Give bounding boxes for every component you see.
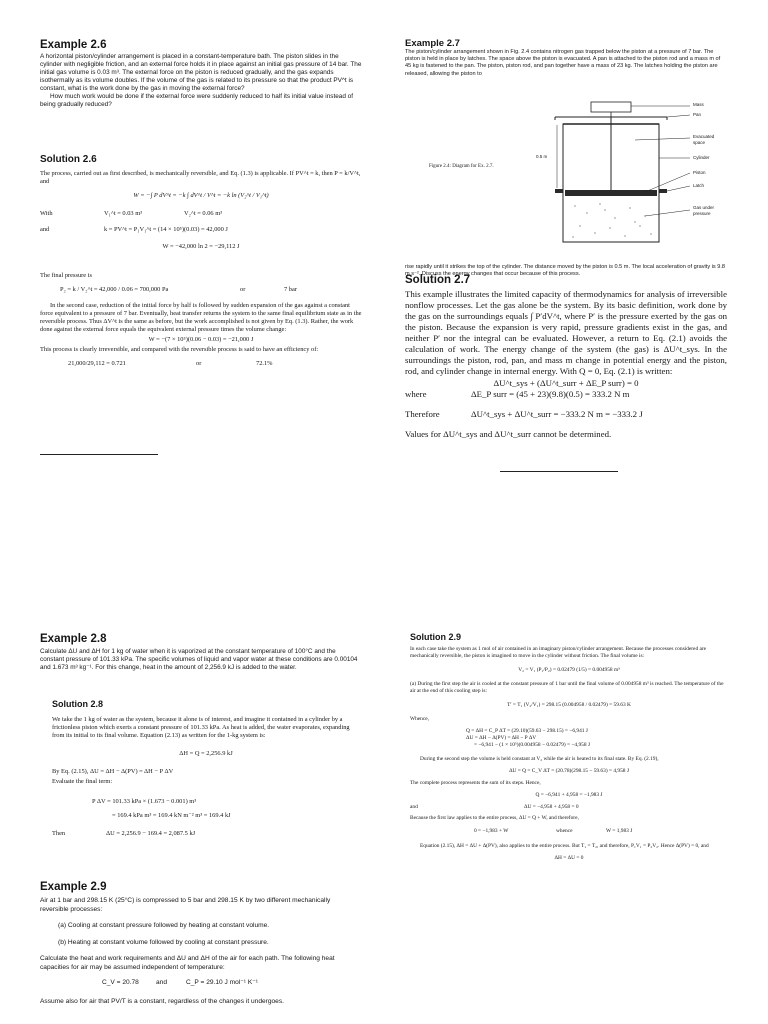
- equation: ΔU^t_sys + (ΔU^t_surr + ΔE_P surr) = 0: [493, 378, 639, 388]
- example-2-8: [40, 632, 360, 672]
- example-statement: Calculate ΔU and ΔH for 1 kg of water when it is vaporized at the constant temperature of 100°C and the constant pressure of 101.33 kPa. The specific volumes of liquid and vapor water at these conditions are 0.00104 and 1.673 m³ kg⁻¹. For this change, heat in the amount of 2,256.9 kJ is added to the water.: [40, 648, 358, 671]
- example-statement: The piston/cylinder arrangement shown in Fig. 2.4 contains nitrogen gas trapped below the piston at a pressure of 7 bar. The piston is held in place by latches. The space above the piston is evacuated. A pan is attached to the piston rod and a mass m of 45 kg is fastened to the pan. The piston, piston rod, and pan together have a mass of 23 kg. The latches holding the piston are released, allowing the piston to: [405, 49, 721, 77]
- solution-text: Whence,: [410, 716, 430, 722]
- equation: = 169.4 kPa m³ = 169.4 kN m⁻² m³ = 169.4 kJ: [112, 812, 231, 819]
- row-label: By Eq. (2.15),: [52, 768, 89, 775]
- row-label: Therefore: [405, 409, 440, 419]
- end-rule: [40, 454, 158, 455]
- equation: k = PV^t = P₁V₁^t = (14 × 10⁵)(0.03) = 42,000 J: [104, 226, 228, 233]
- equation: ΔU = −4,958 + 4,958 = 0: [524, 804, 579, 810]
- equation: = −6,941 − (1 × 10⁵)(0.004958 − 0.02479) = −4,958 J: [474, 742, 590, 748]
- solution-text: Evaluate the final term:: [52, 778, 113, 785]
- solution-text: During the second step the volume is held constant at V₂ while the air is heated to its final state. By Eq. (2.19),: [420, 756, 659, 762]
- label-latch: Latch: [693, 183, 705, 188]
- equation-row: [405, 389, 727, 400]
- equation: ΔU = ΔH − Δ(PV) = ΔH − P ΔV: [90, 768, 174, 775]
- equation: ΔH = Q = 2,256.9 kJ: [179, 750, 233, 757]
- equation-row: [40, 360, 362, 368]
- example-statement: Assume also for air that PV/T is a constant, regardless of the changes it undergoes.: [40, 997, 284, 1005]
- equation: V₁^t = 0.03 m³: [104, 210, 143, 217]
- solution-text: The complete process represents the sum of its steps. Hence,: [410, 780, 541, 786]
- equation: 21,000/29,112 = 0.721: [68, 360, 126, 367]
- equation: ΔE_P surr = (45 + 23)(9.8)(0.5) = 333.2 N m: [471, 389, 630, 399]
- solution-text: Because the first law applies to the entire process, ΔU = Q + W, and therefore,: [410, 815, 579, 821]
- equation: V₂ = V₁ (P₁/P₂) = 0.02479 (1/5) = 0.004958 m³: [518, 667, 620, 673]
- row-label: and: [410, 804, 418, 810]
- example-statement: rise rapidly until it strikes the top of the cylinder. The distance moved by the piston is 0.5 m. The local acceleration of gravity is 9.8 m s⁻². Discuss the energy changes that occur because of this process.: [405, 264, 726, 278]
- row-label: With: [40, 210, 53, 217]
- figure-caption: Figure 2.4: Diagram for Ex. 2.7.: [429, 164, 494, 169]
- example-title: Example 2.8: [40, 633, 107, 645]
- equation-row: [40, 979, 360, 988]
- example-title: Example 2.6: [40, 39, 107, 51]
- equation: 72.1%: [256, 360, 273, 367]
- piston-cylinder-diagram: [405, 98, 735, 248]
- equation: Q = −6,941 + 4,958 = −1,983 J: [535, 792, 603, 798]
- equation: ΔH = ΔU = 0: [554, 855, 584, 861]
- example-title: Example 2.7: [405, 38, 460, 49]
- conjunction: and: [156, 979, 168, 986]
- example-2-7: [405, 38, 727, 78]
- solution-2-6: [40, 154, 362, 368]
- row-label: where: [405, 389, 427, 399]
- example-statement: Air at 1 bar and 298.15 K (25°C) is compressed to 5 bar and 298.15 K by two different mechanically reversible processes:: [40, 897, 331, 913]
- list-item: (a) Cooling at constant pressure followed by heating at constant volume.: [58, 922, 270, 929]
- equation-row: [410, 804, 728, 811]
- label-mass: Mass: [693, 102, 704, 107]
- equation: ΔU = Q = C_V ΔT = (20.78)(298.15 − 59.63) = 4,958 J: [509, 768, 629, 774]
- equation: W = 1,983 J: [606, 828, 633, 834]
- solution-title: Solution 2.9: [410, 632, 462, 642]
- equation: ΔU^t_sys + ΔU^t_surr = −333.2 N m = −333.2 J: [471, 409, 643, 419]
- equation: P₂ = k / V₂^t = 42,000 / 0.06 = 700,000 Pa: [60, 286, 169, 293]
- label-piston: Piston: [693, 170, 706, 175]
- solution-text: In each case take the system as 1 mol of air contained in an imaginary piston/cylinder arrangement. Because the processes considered are mechanically reversible, the piston is imagined to move in the cylinder without friction. The final volume is:: [410, 646, 707, 659]
- solution-text: The process, carried out as first described, is mechanically reversible, and Eq. (1.3) is applicable. If PV^t = k, then P = k/V^t, and: [40, 170, 361, 185]
- solution-text: This process is clearly irreversible, and compared with the reversible process is said to have an efficiency of:: [40, 346, 319, 353]
- solution-title: Solution 2.6: [40, 154, 97, 165]
- solution-text: We take the 1 kg of water as the system, because it alone is of interest, and imagine it contained in a cylinder by a frictionless piston which exerts a constant pressure of 101.33 kPa. As heat is added, the water evaporates, expanding from its initial to its final volume. Equation (2.13) as written for the 1-kg system is:: [52, 716, 350, 739]
- example-title: Example 2.9: [40, 881, 107, 893]
- equation-row: [52, 768, 360, 776]
- equation-row: [52, 830, 360, 838]
- solution-2-7: [405, 273, 727, 440]
- equation: ΔU = ΔH − Δ(PV) = ΔH − P ΔV: [466, 735, 537, 741]
- row-label: Then: [52, 830, 66, 837]
- solution-title: Solution 2.7: [405, 274, 471, 286]
- equation-row: [40, 210, 362, 218]
- row-label: and: [40, 226, 50, 233]
- equation: V₂^t = 0.06 m³: [184, 210, 223, 217]
- equation: W = −∫ P dV^t = −k ∫ dV^t / V^t = −k ln (V₂^t / V₁^t): [133, 192, 269, 199]
- example-question: How much work would be done if the external force were suddenly reduced to half its initial value instead of being gradually reduced?: [40, 93, 354, 108]
- equation-row: [410, 828, 728, 835]
- equation-row: [405, 409, 727, 420]
- conjunction: whence: [556, 828, 573, 834]
- solution-2-9: [410, 632, 728, 862]
- example-statement: A horizontal piston/cylinder arrangement is placed in a constant-temperature bath. The piston slides in the cylinder with negligible friction, and an external force holds it in place against an initial gas pressure of 14 bar. The initial gas volume is 0.03 m³. The external force on the piston is reduced gradually, and the gas expands isothermally as its volume doubles. If the volume of the gas is related to its pressure so that the product PV^t is constant, what is the work done by the gas in moving the external force?: [40, 53, 362, 92]
- figure-2-4: [405, 98, 735, 248]
- solution-text: Equation (2.15), ΔH = ΔU + Δ(PV), also applies to the entire process. But T₁ = T₂, and therefore, P₁V₁ = P₂V₂. Hence Δ(PV) = 0, and: [420, 843, 709, 849]
- solution-text: (a) During the first step the air is cooled at the constant pressure of 1 bar until the final volume of 0.004958 m³ is reached. The temperature of the air at the end of this cooling step is:: [410, 681, 724, 694]
- solution-text: In the second case, reduction of the initial force by half is followed by sudden expansion of the gas against a constant force equivalent to a pressure of 7 bar. Eventually, heat transfer returns the system to the same final equilibrium state as in the reversible process. Thus ΔV^t is the same as before, but the work accomplished is not given by Eq. (1.3). Rather, the work done against the external force equals the equivalent external pressure times the volume change:: [40, 302, 362, 333]
- conjunction: or: [196, 360, 202, 367]
- equation: W = −(7 × 10⁵)(0.06 − 0.03) = −21,000 J: [148, 336, 254, 343]
- equation: ΔU = 2,256.9 − 169.4 = 2,087.5 kJ: [106, 830, 196, 837]
- equation: W = −42,000 ln 2 = −29,112 J: [162, 243, 240, 250]
- label-cylinder: Cylinder: [693, 155, 710, 160]
- list-item: (b) Heating at constant volume followed by cooling at constant pressure.: [58, 938, 269, 946]
- solution-2-8: [52, 699, 360, 838]
- example-statement: Calculate the heat and work requirements and ΔU and ΔH of the air for each path. The following heat capacities for air may be assumed independent of temperature:: [40, 955, 335, 971]
- equation: C_P = 29.10 J mol⁻¹ K⁻¹: [186, 979, 258, 986]
- example-2-9: [40, 880, 360, 1006]
- conjunction: or: [240, 286, 246, 293]
- solution-title: Solution 2.8: [52, 699, 104, 709]
- label-pan: Pan: [693, 112, 702, 117]
- equation: C_V = 20.78: [102, 979, 139, 986]
- solution-text: This example illustrates the limited capacity of thermodynamics for analysis of irreversible nonflow processes. Let the gas alone be the system. By its basic definition, work done by the gas on the surroundings equals ∫ P′dV^t, where P′ is the pressure exerted by the gas on the piston. Because the expansion is very rapid, pressure gradients exist in the gas, and neither P′ nor the integral can be evaluated. However, a return to Eq. (2.1) avoids the calculation of work. The energy change of the system (the gas) is ΔU^t_sys. In the surroundings the piston, rod, pan, and mass m change in potential energy and the piston, rod, and cylinder change in internal energy. With Q = 0, Eq. (2.1) is written:: [405, 289, 727, 376]
- example-2-6: [40, 38, 362, 109]
- label-evacuated: Evacuated space: [693, 134, 715, 145]
- equation: T′ = T₁ (V₂/V₁) = 298.15 (0.004958 / 0.02479) = 59.63 K: [507, 702, 631, 708]
- label-distance: 0.5 m: [536, 154, 548, 159]
- equation: P ΔV = 101.33 kPa × (1.673 − 0.001) m³: [92, 798, 197, 805]
- label-gas: Gas under pressure: [693, 205, 715, 216]
- end-rule: [500, 471, 618, 472]
- solution-text: Values for ΔU^t_sys and ΔU^t_surr cannot be determined.: [405, 429, 612, 439]
- equation-row: [40, 286, 362, 294]
- equation: 7 bar: [284, 286, 297, 293]
- solution-text: The final pressure is: [40, 272, 92, 279]
- equation-row: [40, 226, 362, 234]
- equation: 0 = −1,983 + W: [474, 828, 509, 834]
- equation: Q = ΔH = C_P ΔT = (29.10)(59.63 − 298.15) = −6,941 J: [466, 728, 588, 734]
